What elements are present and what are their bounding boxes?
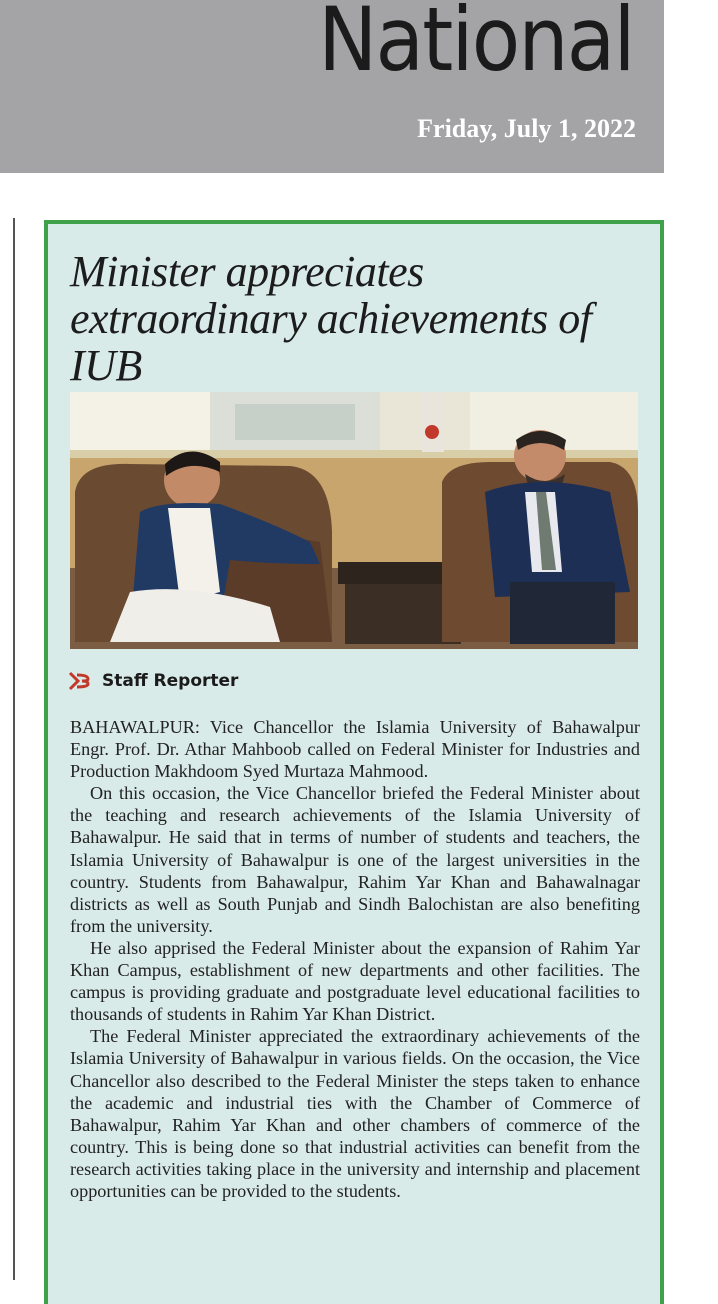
article-box bbox=[44, 220, 664, 1304]
article-body bbox=[70, 716, 640, 1202]
page-header bbox=[0, 0, 664, 173]
paragraph: He also apprised the Federal Minister about the expansion of Rahim Yar Khan Campus, establishment of new departments and other facilities. The campus is providing graduate and postgraduate level educational facilities to thousands of students in Rahim Yar Khan District. bbox=[70, 937, 640, 1025]
article-photo bbox=[70, 392, 638, 649]
byline-text: Staff Reporter bbox=[102, 671, 239, 691]
paragraph: BAHAWALPUR: Vice Chancellor the Islamia University of Bahawalpur Engr. Prof. Dr. Athar Mahboob called on Federal Minister for Industries and Production Makhdoom Syed Murtaza Mahmood. bbox=[70, 717, 640, 782]
issue-date: Friday, July 1, 2022 bbox=[417, 114, 636, 143]
paragraph: The Federal Minister appreciated the extraordinary achievements of the Islamia University of Bahawalpur in various fields. On the occasion, the Vice Chancellor also described to the Federal Minister the steps taken to enhance the academic and industrial ties with the Chamber of Commerce of Bahawalpur, Rahim Yar Khan and other chambers of commerce of the country. This is being done so that industrial activities can benefit from the research activities taking place in the university and internship and placement opportunities can be provided to the students. bbox=[70, 1026, 640, 1201]
section-title: National bbox=[318, 0, 634, 91]
paragraph: On this occasion, the Vice Chancellor briefed the Federal Minister about the teaching and research achievements of the Islamia University of Bahawalpur. He said that in terms of number of students and teachers, the Islamia University of Bahawalpur is one of the largest universities in the country. Students from Bahawalpur, Rahim Yar Khan and Bahawalnagar districts as well as South Punjab and Sindh Balochistan are also benefiting from the university. bbox=[70, 783, 640, 936]
column-divider bbox=[13, 218, 15, 1280]
reporter-logo-icon bbox=[68, 671, 92, 691]
headline: Minister appreciates extraordinary achievements of IUB bbox=[70, 247, 592, 390]
byline bbox=[68, 671, 238, 691]
